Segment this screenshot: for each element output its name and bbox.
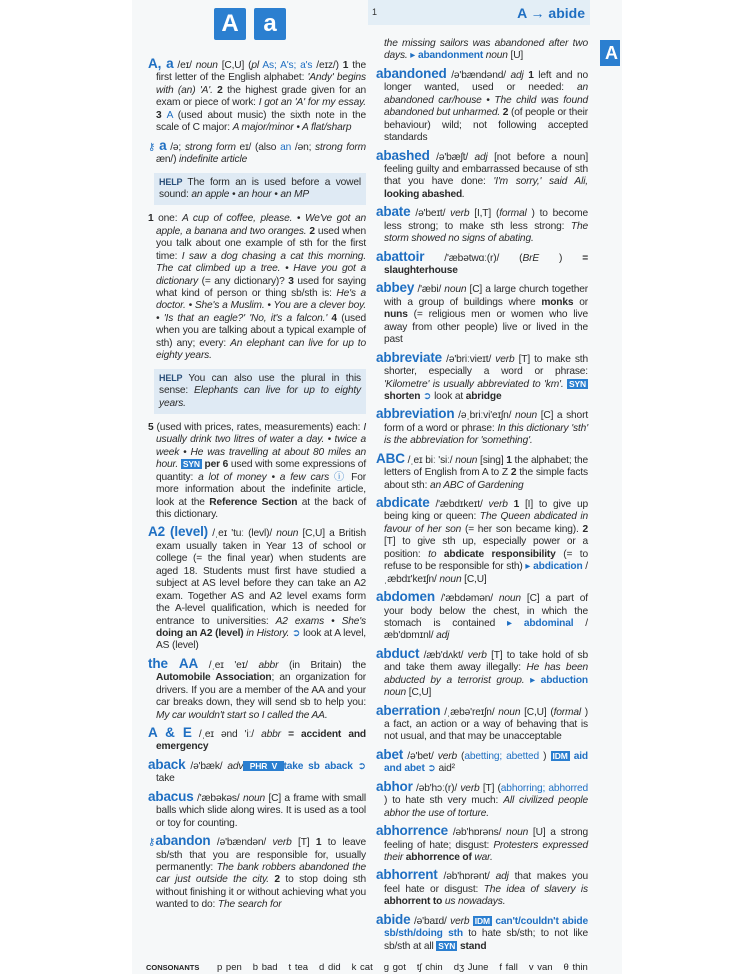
entry-text: verb — [272, 837, 292, 849]
consonant-sound: d did — [319, 962, 341, 973]
entry-text: 'Andy' begins with (an) 'A'. — [156, 72, 366, 96]
entry-text: /eɪz/) — [312, 60, 343, 71]
headword: abet — [376, 746, 404, 762]
entry-text: /ˌeɪ ənd 'iː/ — [198, 729, 262, 740]
entry-text: abhorrent to — [384, 896, 443, 908]
entry-text: us nowadays. — [442, 896, 506, 908]
entry-text: left and no longer wanted, used or needed: — [384, 69, 589, 94]
headword: abacus — [148, 788, 194, 804]
entry-text: (used about music) the sixth note in the scale of C major: — [156, 109, 366, 134]
headword: abandoned — [376, 65, 447, 81]
entry-text: doing an A2 (level) — [156, 627, 244, 639]
help-note — [154, 369, 366, 414]
entry-text: [C] a short form of a word or phrase: — [384, 410, 588, 434]
entry-text: 2 — [309, 225, 315, 237]
entry-text: ) — [538, 252, 583, 264]
entry-text: [C] a part of your body below the chest, in which the stomach is contained — [384, 593, 588, 629]
entry-text: /ə'bændənd/ — [451, 69, 511, 81]
headword: ABC — [376, 450, 405, 466]
entry-text: abbr — [261, 729, 281, 740]
entry-text: 'Kilometre' is usually abbreviated to 'km'. — [384, 378, 567, 390]
entry-text: I saw a dog chasing a cat this morning. The cat climbed up a tree. • Have you got a dictionary — [156, 250, 367, 287]
entry-text: or — [573, 296, 588, 308]
entry-text: verb — [437, 750, 457, 762]
entry-text: the simple facts about sth: — [384, 467, 588, 491]
entry-text: noun — [514, 410, 538, 422]
entry-text: abhorrence of — [405, 851, 472, 863]
entry-text: A — [166, 109, 173, 121]
entry-text: /'æbi/ — [417, 284, 445, 296]
dictionary-entry — [376, 249, 588, 278]
entry-text: /ə; — [170, 141, 185, 153]
entry-text: look at — [431, 390, 466, 402]
entry-text: abdominal — [523, 617, 574, 629]
entry-text: 1 — [148, 213, 154, 225]
consonant-sound: f fall — [499, 962, 518, 973]
headword: abbreviate — [376, 349, 443, 365]
dictionary-entry — [376, 912, 588, 953]
entry-text: ▸ — [506, 617, 524, 629]
entry-text: ▸ — [530, 674, 541, 686]
label-tag: SYN — [182, 459, 200, 470]
headword: abate — [376, 204, 411, 220]
entry-text: Protesters expressed their — [384, 839, 588, 863]
entry-text: the first letter of the English alphabet: — [156, 60, 366, 84]
headword: abhor — [376, 778, 413, 794]
entry-text: ➲ — [357, 760, 366, 772]
entry-text: verb — [460, 782, 480, 794]
entry-text: As; A's; a's — [259, 60, 313, 71]
entry-text: look at A level, AS (level) — [156, 627, 366, 652]
entry-text: /ə'baɪd/ — [413, 915, 451, 927]
entry-text: take — [156, 773, 175, 785]
entry-text: 3 — [156, 109, 167, 121]
entry-text: indefinite article — [179, 154, 248, 166]
entry-text: For more information about the indefinite article, look at the — [156, 471, 367, 508]
entry-text: [C,U] — [406, 687, 432, 699]
entry-text: ⚷ — [148, 837, 156, 849]
entry-text: 'I'm sorry,' said Ali, — [493, 176, 588, 188]
headword: the AA — [148, 655, 199, 671]
entry-text: /ˌeɪ biː 'siː/ — [407, 454, 456, 466]
entry-text: 1 — [315, 837, 322, 849]
entry-text: noun — [439, 573, 462, 585]
headword: abandon — [155, 833, 211, 849]
entry-text: /ə'bændən/ — [216, 837, 273, 849]
dictionary-entry — [148, 656, 366, 722]
entry-text: eɪ/ (also — [235, 141, 281, 153]
entry-text: 1 — [507, 499, 520, 510]
entry-text: Automobile Association — [156, 672, 272, 684]
headword: abhorrence — [376, 823, 449, 839]
dictionary-entry — [376, 779, 588, 820]
entry-text: /ə'bæk/ — [190, 760, 228, 772]
entry-text: (= any dictionary)? — [198, 275, 289, 287]
entry-text: adj — [510, 69, 524, 81]
entry-text: A major/minor • A flat/sharp — [232, 122, 352, 134]
label-tag: IDM — [552, 750, 568, 761]
headword: aback — [148, 756, 186, 772]
entry-text: shorten — [384, 390, 423, 402]
entry-text: A cup of coffee, please. • We've got an apple, a banana and two oranges. — [156, 213, 366, 237]
entry-text: (in Britain) the — [278, 659, 366, 671]
section-letter-upper: A — [214, 8, 246, 40]
dictionary-entry — [148, 833, 366, 912]
entry-text: aid² — [435, 763, 455, 775]
entry-text: strong form — [184, 141, 236, 153]
label-tag: SYN — [568, 378, 586, 389]
entry-text: nuns — [384, 309, 408, 321]
entry-text: /ˌæbə'reɪʃn/ — [444, 706, 499, 718]
dictionary-entry — [376, 747, 588, 776]
entry-text: [T] ( — [479, 782, 501, 794]
headword: a — [159, 137, 167, 153]
entry-text: [not before a noun] feeling guilty and embarrassed because of sth that you have done: — [384, 151, 588, 188]
dictionary-entry — [148, 138, 366, 167]
dictionary-entry — [148, 524, 366, 652]
entry-text: The bank robbers abandoned the car just outside the city. — [156, 861, 366, 886]
entry-text: ➲ — [423, 390, 432, 402]
entry-text: noun — [483, 50, 508, 62]
entry-text: ; an organization for drivers. If you are a member of the AA and your car breaks down, they will send sb to help you: — [156, 672, 366, 709]
entry-text: take sb aback — [283, 760, 358, 772]
entry-text: = accident and emergency — [156, 729, 366, 753]
entry-text: You can also use the plural in this sense: — [159, 372, 361, 397]
entry-text: stand — [457, 940, 487, 952]
entry-text: 4 — [331, 312, 337, 324]
consonant-sound: k cat — [351, 962, 373, 973]
entry-text: noun — [498, 593, 521, 605]
page-number: 1 — [372, 7, 378, 17]
dictionary-entry — [376, 867, 588, 908]
entry-text: /æb'dɒmɪnl/ — [384, 617, 588, 642]
entry-text: noun — [506, 827, 529, 839]
entry-text: abduction — [540, 674, 588, 686]
entry-text: /'æbəkəs/ — [197, 792, 243, 804]
entry-text: /ə'briːvieɪt/ — [446, 353, 496, 365]
dictionary-entry — [148, 757, 366, 786]
entry-text: ⓘ — [334, 471, 347, 483]
entry-text: [C] a large church together with a group of buildings where — [384, 284, 589, 308]
help-note — [154, 173, 366, 206]
dictionary-entry — [148, 789, 366, 830]
entry-text: Reference Section — [209, 496, 298, 508]
label-tag: PHR V — [245, 760, 282, 771]
entry-text: /'æbdəmən/ — [440, 593, 499, 605]
headword: abbreviation — [376, 406, 455, 422]
headword: abbey — [376, 280, 415, 296]
consonant-sound: θ thin — [563, 962, 588, 973]
dictionary-entry — [376, 38, 588, 63]
dictionary-entry — [376, 350, 588, 404]
entry-text: monks — [541, 296, 574, 308]
entry-text: /ˌeɪ 'tuː (levl)/ — [212, 528, 277, 540]
entry-text: I usually drink two litres of water a day. • twice a week • He was travelling at about 80 miles an hour. — [156, 421, 366, 471]
entry-text: /'æbdɪkeɪt/ — [435, 499, 489, 510]
entry-text: The search for — [217, 899, 282, 911]
entry-text: All civilized people abhor the use of torture. — [384, 795, 588, 819]
headword: abide — [376, 911, 411, 927]
dictionary-entry — [376, 204, 588, 245]
entry-text: [U] — [507, 50, 524, 62]
entry-text: æn/) — [156, 154, 180, 166]
entry-text: (of people or their behaviour) wild; not following accepted standards — [384, 107, 588, 144]
entry-text: 2 — [510, 467, 517, 479]
dictionary-entry — [376, 280, 588, 346]
entry-text: (used with prices, rates, measurements) each: — [153, 421, 364, 433]
dictionary-entry — [376, 589, 588, 643]
help-label: HELP — [159, 176, 188, 187]
entry-text: war. — [471, 851, 493, 863]
entry-text: [I,T] ( — [469, 208, 500, 220]
entry-text: ▸ — [410, 50, 418, 62]
entry-text: ▸ — [525, 561, 534, 573]
entry-text: [C,U] — [461, 573, 487, 585]
entry-text: /ə'bæʃt/ — [436, 151, 475, 163]
help-label: HELP — [159, 372, 189, 383]
dictionary-entry — [148, 56, 366, 135]
entry-text: I got an 'A' for my essay. — [258, 97, 366, 109]
entry-text: at the back of this dictionary. — [156, 496, 367, 520]
entry-text: The Queen abdicated in favour of her son — [384, 511, 588, 535]
entry-text: noun — [498, 706, 521, 718]
entry-text: adj — [436, 630, 450, 642]
entry-text: Elephants can live for up to eighty years. — [159, 385, 361, 409]
label-tag: IDM — [474, 915, 490, 926]
consonant-sound: t tea — [288, 962, 309, 973]
entry-text: [C,U] a British exam usually taken in Year 13 of school or college (= the final year) when students are aged 18. Students must first have studied a subject at AS level before they can take an A2 exam. Together AS and A2 level exams form the A-level qualification, which is needed for entrance to universities: — [156, 528, 367, 627]
entry-text: /ˌæbdɪ'keɪʃn/ — [384, 561, 588, 585]
entry-text: My car wouldn't start so I called the AA. — [156, 709, 328, 721]
headword: A, a — [148, 56, 174, 71]
entry-text: [T] to take hold of sb and take them away illegally: — [384, 649, 588, 674]
entry-text: verb — [495, 353, 515, 365]
entry-text: noun — [195, 60, 218, 71]
entry-text: abbr — [258, 659, 279, 671]
entry-text: per 6 — [201, 459, 229, 471]
entry-text: = slaughterhouse — [384, 252, 588, 276]
entry-text: noun — [455, 454, 478, 466]
consonants-label: CONSONANTS — [146, 963, 200, 972]
entry-text: The idea of slavery is — [483, 883, 588, 895]
headword: abduct — [376, 645, 420, 661]
entry-text: verb — [450, 915, 470, 927]
entry-text: to — [428, 548, 444, 560]
headword: abdicate — [376, 495, 430, 510]
entry-text: looking abashed — [384, 188, 463, 200]
dictionary-entry — [376, 646, 588, 700]
section-letter-lower: a — [254, 8, 286, 40]
entry-text: A2 exams • She's — [275, 615, 366, 627]
entry-text: . — [462, 188, 465, 200]
right-column — [376, 38, 588, 956]
entry-text: /əb'hɒrəns/ — [452, 827, 507, 839]
headword: abashed — [376, 147, 430, 163]
entry-text: abdicate responsibility — [443, 548, 556, 560]
entry-text: to stop doing sth without finishing it or without achieving what you wanted to do: — [156, 874, 366, 911]
entry-text: The form an is used before a vowel sound: — [159, 176, 361, 200]
entry-text: 2 — [502, 107, 509, 119]
entry-text: can't/couldn't abide sb/sth/doing sth — [384, 915, 588, 940]
entry-text: ⚷ — [148, 141, 160, 153]
dictionary-entry — [148, 422, 366, 522]
entry-text: adj — [495, 871, 509, 883]
entry-text: (= to refuse to be responsible for sth) — [384, 548, 588, 573]
entry-text: aid and abet — [384, 750, 588, 775]
entry-text: [T] — [291, 837, 316, 849]
entry-text: /'æbətwɑː(r)/ ( — [444, 252, 523, 264]
entry-text: He's a doctor. • She's a Muslim. • You are a clever boy. • 'Is that an eagle?' 'No, it's a falcon.' — [156, 288, 366, 324]
entry-text: abridge — [465, 390, 502, 402]
consonant-sound: v van — [528, 962, 553, 973]
entry-text: abetting; abetted — [464, 750, 540, 762]
entry-text: [sing] — [477, 454, 507, 466]
label-tag: SYN — [438, 940, 456, 951]
entry-text: /eɪ/ — [177, 60, 196, 71]
entry-text: adv — [227, 760, 244, 772]
entry-text: abhorring; abhorred — [500, 782, 588, 794]
entry-text: an abandoned car/house • The child was found abandoned but unharmed. — [384, 82, 588, 119]
entry-text: [T] to give sth up, especially power or a position: — [384, 536, 588, 560]
entry-text: [T] to make sth shorter, especially a word or phrase: — [384, 353, 589, 378]
entry-text: the alphabet; the letters of English from A to Z — [384, 454, 588, 479]
entry-text: 1 — [342, 60, 349, 71]
entry-text: He has been abducted by a terrorist group. — [384, 662, 588, 686]
entry-text: 1 — [506, 454, 512, 466]
entry-text: noun — [242, 792, 266, 804]
consonant-sound: b bad — [252, 962, 278, 973]
entry-text: a lot of money • a few cars — [198, 471, 335, 483]
entry-text: in History. — [243, 627, 292, 639]
headword: abattoir — [376, 248, 425, 264]
entry-text: [U] a strong feeling of hate; disgust: — [384, 827, 588, 851]
entry-text: /ən; — [291, 141, 316, 153]
entry-text: An elephant can live for up to eighty years. — [156, 337, 366, 362]
entry-text: /əb'hɒrənt/ — [443, 871, 496, 883]
entry-text: ) to hate sth very much: — [384, 795, 504, 807]
entry-text: noun — [276, 528, 299, 540]
entry-text: strong form — [315, 141, 366, 153]
dictionary-entry — [376, 451, 588, 492]
entry-text: /əˌbriːvi'eɪʃn/ — [458, 410, 515, 422]
entry-text: abdication — [533, 561, 583, 573]
consonant-sound: p pen — [216, 962, 242, 973]
entry-text: noun — [384, 687, 407, 699]
entry-text: noun — [444, 284, 467, 296]
headword: abdomen — [376, 589, 435, 605]
headword: abhorrent — [376, 867, 438, 883]
entry-text: an apple • an hour • an MP — [191, 188, 310, 200]
headword: A & E — [148, 725, 192, 740]
entry-text: /ə'beɪt/ — [415, 208, 451, 220]
entry-text: /ˌeɪ 'eɪ/ — [208, 659, 259, 671]
entry-text: (used when you are talking about a typical example of sth) any; every: — [156, 312, 366, 349]
entry-text: verb — [467, 649, 487, 661]
entry-text: The storm showed no signs of abating. — [384, 220, 588, 245]
dictionary-entry — [376, 66, 588, 145]
entry-text: (= religious men or women who live away from other people) live or lived in the past — [384, 309, 588, 346]
dictionary-entry — [376, 406, 588, 447]
entry-text: ) to become less strong; to make sth less strong: — [384, 208, 589, 232]
entry-text: In this dictionary 'sth' is the abbreviation for 'something'. — [384, 422, 588, 447]
consonant-sound: dʒ June — [453, 962, 489, 973]
entry-text: that makes you feel hate or disgust: — [384, 871, 588, 895]
entry-text: an ABC of Gardening — [429, 479, 524, 491]
entry-text: 3 — [288, 275, 294, 287]
entry-text: 5 — [148, 421, 154, 433]
entry-text: ( — [456, 750, 465, 762]
entry-text: [I] to give up being king or queen: — [384, 499, 588, 523]
thumb-index-tab: A — [600, 40, 620, 66]
consonant-sound: tʃ chin — [416, 962, 443, 973]
entry-text: abandonment — [417, 50, 484, 62]
headword: aberration — [376, 702, 441, 718]
entry-text: adj — [474, 151, 488, 163]
entry-text: /æb'dʌkt/ — [423, 649, 468, 661]
entry-text: the highest grade given for an exam or piece of work: — [156, 84, 366, 109]
entry-text: 2 — [582, 523, 588, 535]
dictionary-entry — [376, 148, 588, 202]
entry-text: one: — [153, 213, 183, 225]
entry-text: 1 — [523, 69, 534, 81]
entry-text: 2 — [274, 874, 280, 886]
entry-text: BrE — [522, 252, 539, 264]
entry-text: [C,U] ( — [520, 706, 554, 718]
entry-text: ➲ — [427, 763, 436, 775]
dictionary-entry — [376, 495, 588, 586]
entry-text: (= her son became king). — [461, 523, 583, 535]
entry-text: used with some expressions of quantity: — [156, 459, 366, 483]
entry-text: to leave sb/sth that you are responsible for, usually permanently: — [156, 837, 366, 873]
entry-text: ) — [539, 750, 551, 762]
entry-text: verb — [488, 499, 508, 510]
entry-text: /əb'hɔː(r)/ — [416, 782, 461, 794]
pronunciation-footer — [146, 962, 750, 974]
entry-text: verb — [450, 208, 470, 220]
dictionary-entry — [376, 823, 588, 864]
dictionary-entry — [148, 213, 366, 362]
consonant-sound: g got — [383, 962, 406, 973]
entry-text: formal — [553, 706, 581, 718]
entry-text: [C,U] ( — [217, 60, 252, 71]
entry-text: ) a fact, an action or a way of behaving that is not usual, and that may be unacceptable — [384, 706, 588, 743]
running-head: A → abide — [517, 5, 585, 21]
entry-text: [C] a frame with small balls which slide along wires. It is used as a tool or toy for counting. — [156, 792, 367, 829]
entry-text: formal — [499, 208, 527, 220]
dictionary-entry — [376, 703, 588, 744]
headword: A2 (level) — [148, 524, 209, 540]
entry-text: used for saying what kind of person or thing sb/sth is: — [156, 275, 366, 299]
entry-text: the missing sailors was abandoned after two days. — [384, 38, 588, 62]
entry-text: pl — [251, 60, 260, 71]
entry-text: an — [280, 141, 292, 153]
entry-text: /ə'bet/ — [407, 750, 438, 762]
entry-text: used when you talk about one example of sth for the first time: — [156, 225, 367, 262]
entry-text: ➲ — [291, 627, 301, 639]
entry-text: to hate sb/sth; to not like sb/sth at all — [384, 928, 589, 952]
left-column — [148, 56, 366, 915]
entry-text: 2 — [217, 84, 223, 96]
